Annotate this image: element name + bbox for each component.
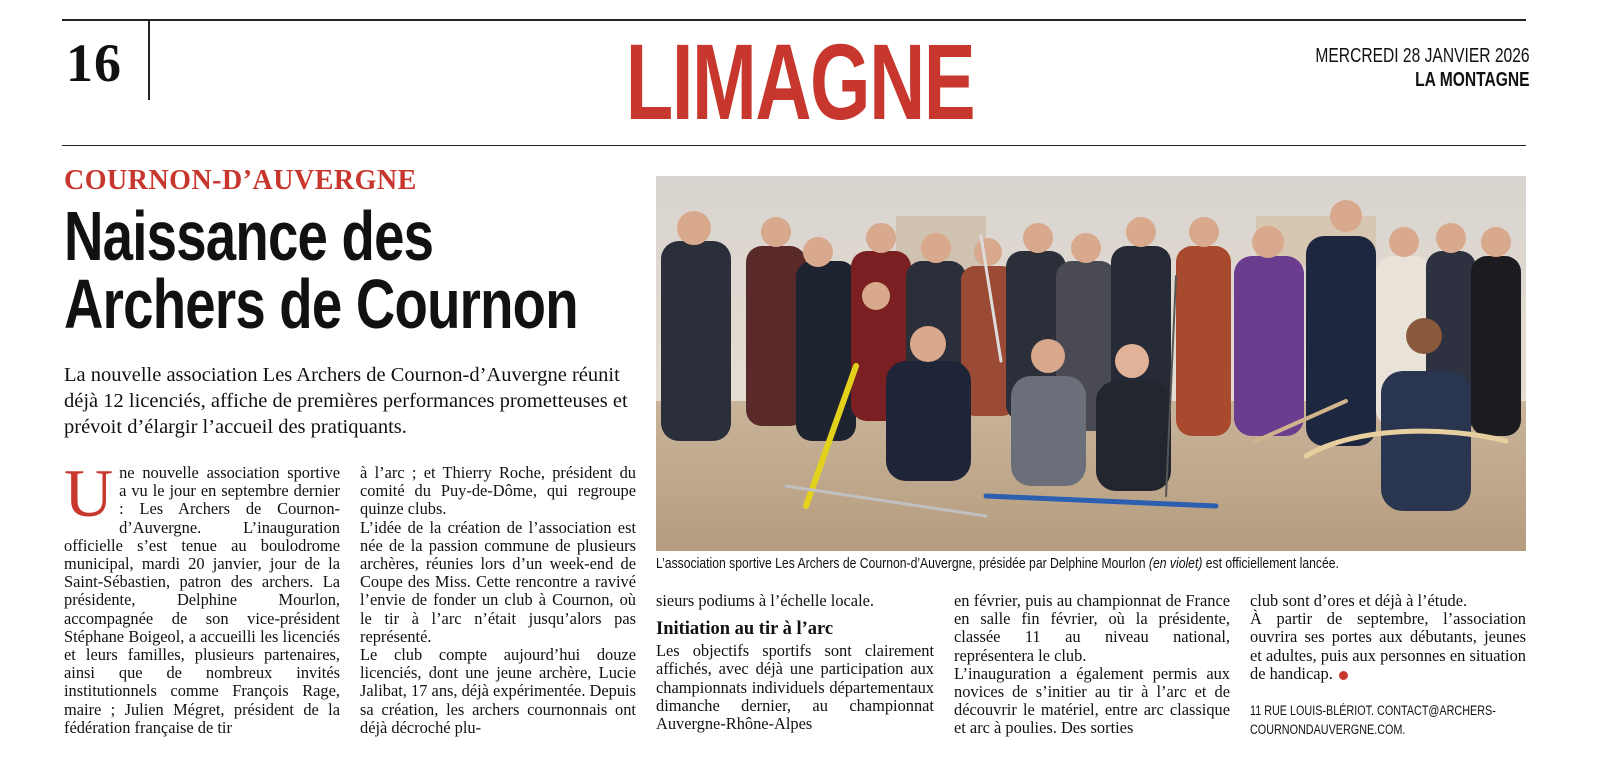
column-1-text: ne nouvelle association sportive a vu le jour en septembre dernier : Les Archers de Cournon-d’Auvergne. L’inauguration officielle s’est tenue au boulodrome municipal, mardi 20 janvier, jour de la Saint-Sébastien, patron des archers. La présidente, Delphine Mourlon, accompagnée de son vice-président Stéphane Boigeol, a accueilli les licenciés et leurs familles, plusieurs partenaires, ainsi que de nombreux invités institutionnels comme François Rage, maire ; Julien Mégret, président de la fédération française de tir <box>64 463 340 737</box>
paragraph: Le club compte aujourd’hui douze licenciés, dont une jeune archère, Lucie Jalibat, 17 ans, déjà expérimentée. Depuis sa création, les archers cournonnais ont déjà décroché plu- <box>360 645 636 737</box>
article-subhead: Initiation au tir à l’arc <box>656 619 834 640</box>
caption-end: est officiellement lancée. <box>1205 556 1339 572</box>
paragraph: Les objectifs sportifs sont clairement affichés, avec déjà une participation aux championnats individuels départementaux dimanche dernier, au championnat Auvergne-Rhône-Alpes <box>656 641 934 734</box>
group-photo-illustration <box>656 176 1526 551</box>
article-column-3 <box>656 592 934 733</box>
paragraph: À partir de septembre, l’association ouvrira ses portes aux débutants, jeunes et adultes, puis aux personnes en situation de handicap. <box>1250 609 1526 683</box>
article-column-1 <box>64 455 340 737</box>
paragraph: L’inauguration a également permis aux novices de s’initier au tir à l’arc et de découvrir le matériel, entre arc classique et arc à poulies. Des sorties <box>954 663 1230 738</box>
paragraph: club sont d’ores et déjà à l’étude. <box>1250 591 1468 610</box>
headline-line-2: Archers de Cournon <box>64 265 578 343</box>
header-bottom-rule <box>62 145 1526 146</box>
newspaper-name: LA MONTAGNE <box>1415 69 1530 91</box>
paragraph: en février, puis au championnat de France en salle fin février, où la présidente, classée 11 au niveau national, représentera le club. <box>954 591 1230 665</box>
publication-date: MERCREDI 28 JANVIER 2026 <box>1315 45 1530 67</box>
article-lead: La nouvelle association Les Archers de Cournon-d’Auvergne réunit déjà 12 licenciés, affiche de premières performances prometteuses et prévoit d’élargir l’accueil des pratiquants. <box>64 364 628 438</box>
date-block <box>1255 44 1530 92</box>
article-column-4 <box>954 592 1230 738</box>
drop-cap: U <box>64 455 114 531</box>
photo-caption <box>656 556 1556 572</box>
caption-italic: (en violet) <box>1148 556 1203 572</box>
article-kicker: COURNON-D’AUVERGNE <box>64 165 417 196</box>
end-mark-icon <box>1339 671 1348 680</box>
club-address-text: 11 RUE LOUIS-BLÉRIOT. CONTACT@ARCHERS-COURNONDAUVERGNE.COM. <box>1250 703 1496 737</box>
group-photo <box>656 176 1526 551</box>
paragraph: sieurs podiums à l’échelle locale. <box>656 591 875 610</box>
paragraph: à l’arc ; et Thierry Roche, président du comité du Puy-de-Dôme, qui regroupe quinze clubs. <box>360 463 636 519</box>
club-address <box>1250 701 1540 739</box>
page-number: 16 <box>66 33 122 93</box>
article-column-5 <box>1250 592 1526 683</box>
headline-line-1: Naissance des <box>64 197 434 275</box>
article-column-2 <box>360 464 636 737</box>
caption-main: L’association sportive Les Archers de Cournon-d’Auvergne, présidée par Delphine Mourlon <box>656 556 1146 572</box>
paragraph: L’idée de la création de l’association est née de la passion commune de plusieurs archères, réunies lors d’un week-end de Coupe des Miss. Cette rencontre a ravivé l’envie de fonder un club à Cournon, où le tir à l’arc n’était jusqu’alors pas représenté. <box>360 517 636 646</box>
section-title-text: LIMAGNE <box>625 21 975 142</box>
